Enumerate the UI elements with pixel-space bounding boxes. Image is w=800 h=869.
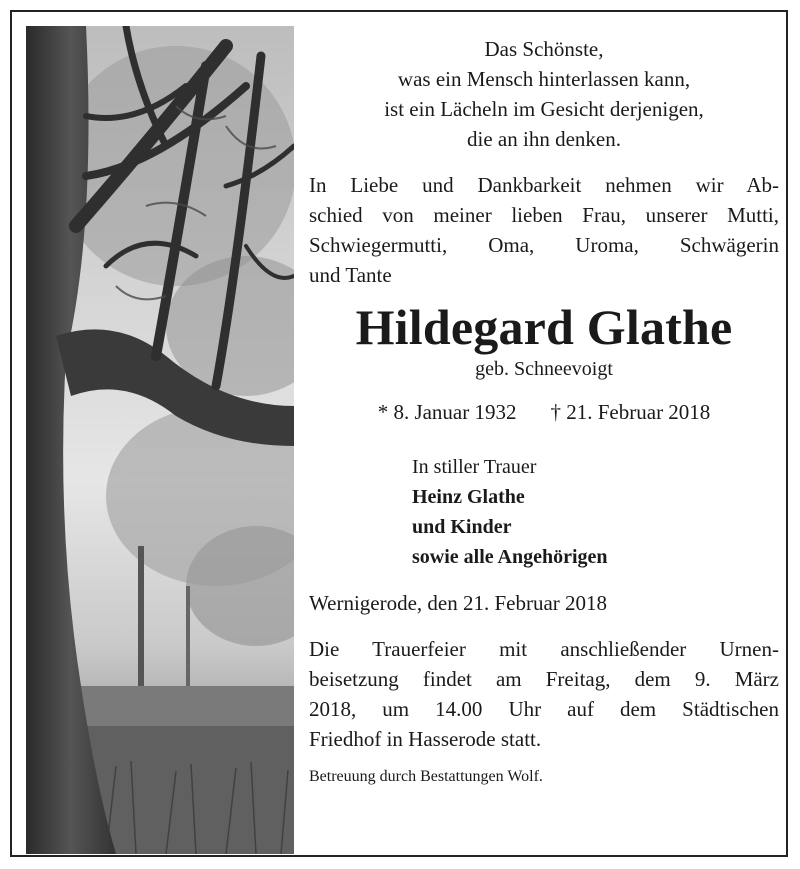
ceremony-info — [309, 634, 779, 754]
farewell-line: Schwiegermutti, Oma, Uroma, Schwägerin — [309, 233, 779, 257]
deceased-name: Hildegard Glathe — [355, 299, 733, 355]
ceremony-line: Die Trauerfeier mit anschließender Urnen- — [309, 637, 779, 661]
text-column — [309, 34, 779, 788]
death-date: † 21. Februar 2018 — [550, 400, 711, 424]
mourner-line: Heinz Glathe — [412, 486, 525, 508]
maiden-name: geb. Schneevoigt — [475, 358, 613, 380]
undertaker-note: Betreuung durch Bestattungen Wolf. — [309, 768, 543, 785]
mourner-line: sowie alle Angehörigen — [412, 546, 608, 568]
ceremony-line: 2018, um 14.00 Uhr auf dem Städtischen — [309, 697, 779, 721]
ceremony-line: beisetzung findet am Freitag, dem 9. März — [309, 667, 779, 691]
verse-line: die an ihn denken. — [467, 127, 621, 151]
farewell-line: In Liebe und Dankbarkeit nehmen wir Ab- — [309, 173, 779, 197]
mourners-block — [412, 452, 779, 572]
ceremony-line: Friedhof in Hasserode statt. — [309, 727, 542, 751]
farewell-line: schied von meiner lieben Frau, unserer Mutti, — [309, 203, 779, 227]
verse-line: Das Schönste, — [484, 37, 604, 61]
place-and-date: Wernigerode, den 21. Februar 2018 — [309, 591, 608, 615]
birth-date: * 8. Januar 1932 — [377, 400, 517, 424]
obituary-frame — [10, 10, 788, 857]
mourning-heading: In stiller Trauer — [412, 456, 537, 478]
mourner-line: und Kinder — [412, 516, 512, 538]
verse-line: ist ein Lächeln im Gesicht derjenigen, — [384, 97, 704, 121]
verse-line: was ein Mensch hinterlassen kann, — [397, 67, 691, 91]
farewell-text — [309, 170, 779, 290]
farewell-line: und Tante — [309, 263, 392, 287]
life-dates — [309, 398, 779, 426]
tree-photo — [26, 26, 294, 854]
memorial-verse — [309, 34, 779, 154]
